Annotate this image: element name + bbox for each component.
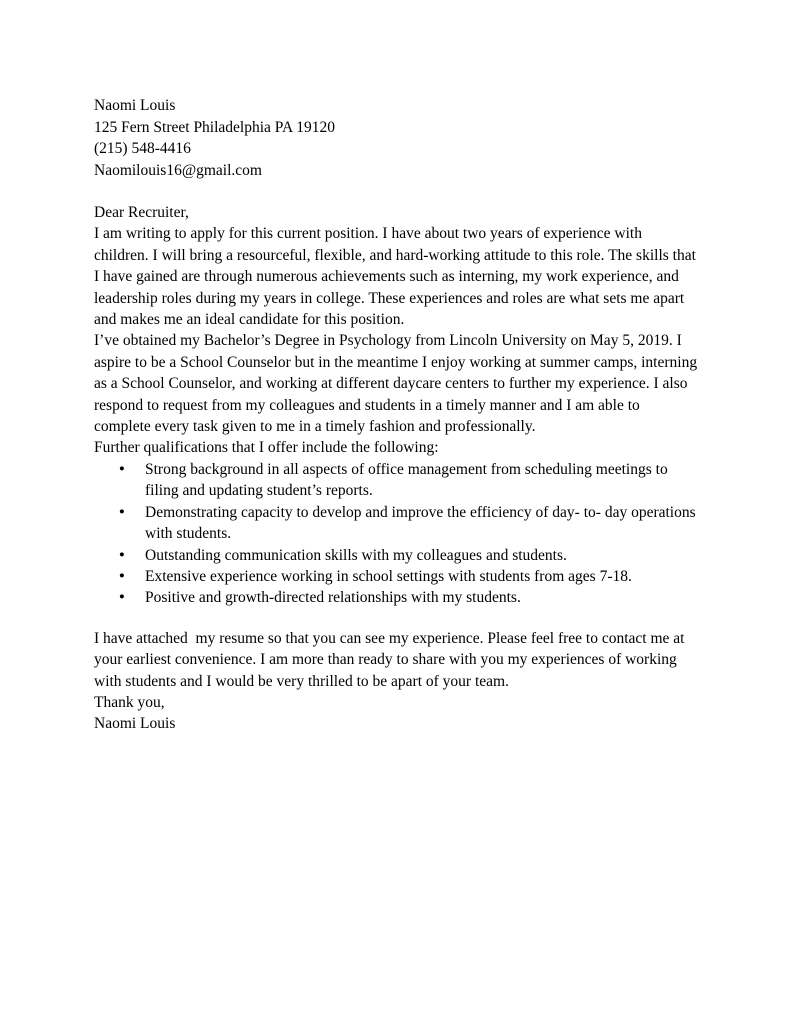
sender-address: 125 Fern Street Philadelphia PA 19120 <box>94 118 335 136</box>
qualifications-intro: Further qualifications that I offer include the following: <box>94 439 439 457</box>
qualifications-list <box>94 459 699 609</box>
qualification-item: ● Demonstrating capacity to develop and improve the efficiency of day- to- day operations with students. <box>94 502 699 545</box>
qualification-item: ● Strong background in all aspects of office management from scheduling meetings to filing and updating student’s reports. <box>94 459 699 502</box>
salutation: Dear Recruiter, <box>94 204 189 221</box>
paragraph-introduction: I am writing to apply for this current position. I have about two years of experience with children. I will bring a resourceful, flexible, and hard-working attitude to this role. The skills that I have gained are through numerous achievements such as interning, my work experience, and leadership roles during my years in college. These experiences and roles are what sets me apart and makes me an ideal candidate for this position. <box>94 225 700 329</box>
sender-block <box>94 95 699 181</box>
qualification-item: ● Outstanding communication skills with my colleagues and students. <box>94 545 699 566</box>
qualifications-section <box>94 437 699 608</box>
qualification-item: ● Extensive experience working in school settings with students from ages 7-18. <box>94 566 699 587</box>
sender-phone: (215) 548-4416 <box>94 140 191 157</box>
valediction: Thank you, <box>94 693 165 711</box>
qualification-item: ● Positive and growth-directed relationships with my students. <box>94 587 699 608</box>
sender-name: Naomi Louis <box>94 97 176 114</box>
paragraph-education-experience: I’ve obtained my Bachelor’s Degree in Psychology from Lincoln University on May 5, 2019. I aspire to be a School Counselor but in the meantime I enjoy working at summer camps, interning as a School Counselor, and working at different daycare centers to further my experience. I also respond to request from my colleagues and students in a timely manner and I am able to complete every task given to me in a timely fashion and professionally. <box>94 332 701 436</box>
signature-name: Naomi Louis <box>94 715 176 733</box>
paragraph-closing: I have attached my resume so that you can see my experience. Please feel free to contact me at your earliest convenience. I am more than ready to share with you my experiences of working with students and I would be very thrilled to be apart of your team. <box>94 629 689 690</box>
sender-email: Naomilouis16@gmail.com <box>94 161 262 179</box>
